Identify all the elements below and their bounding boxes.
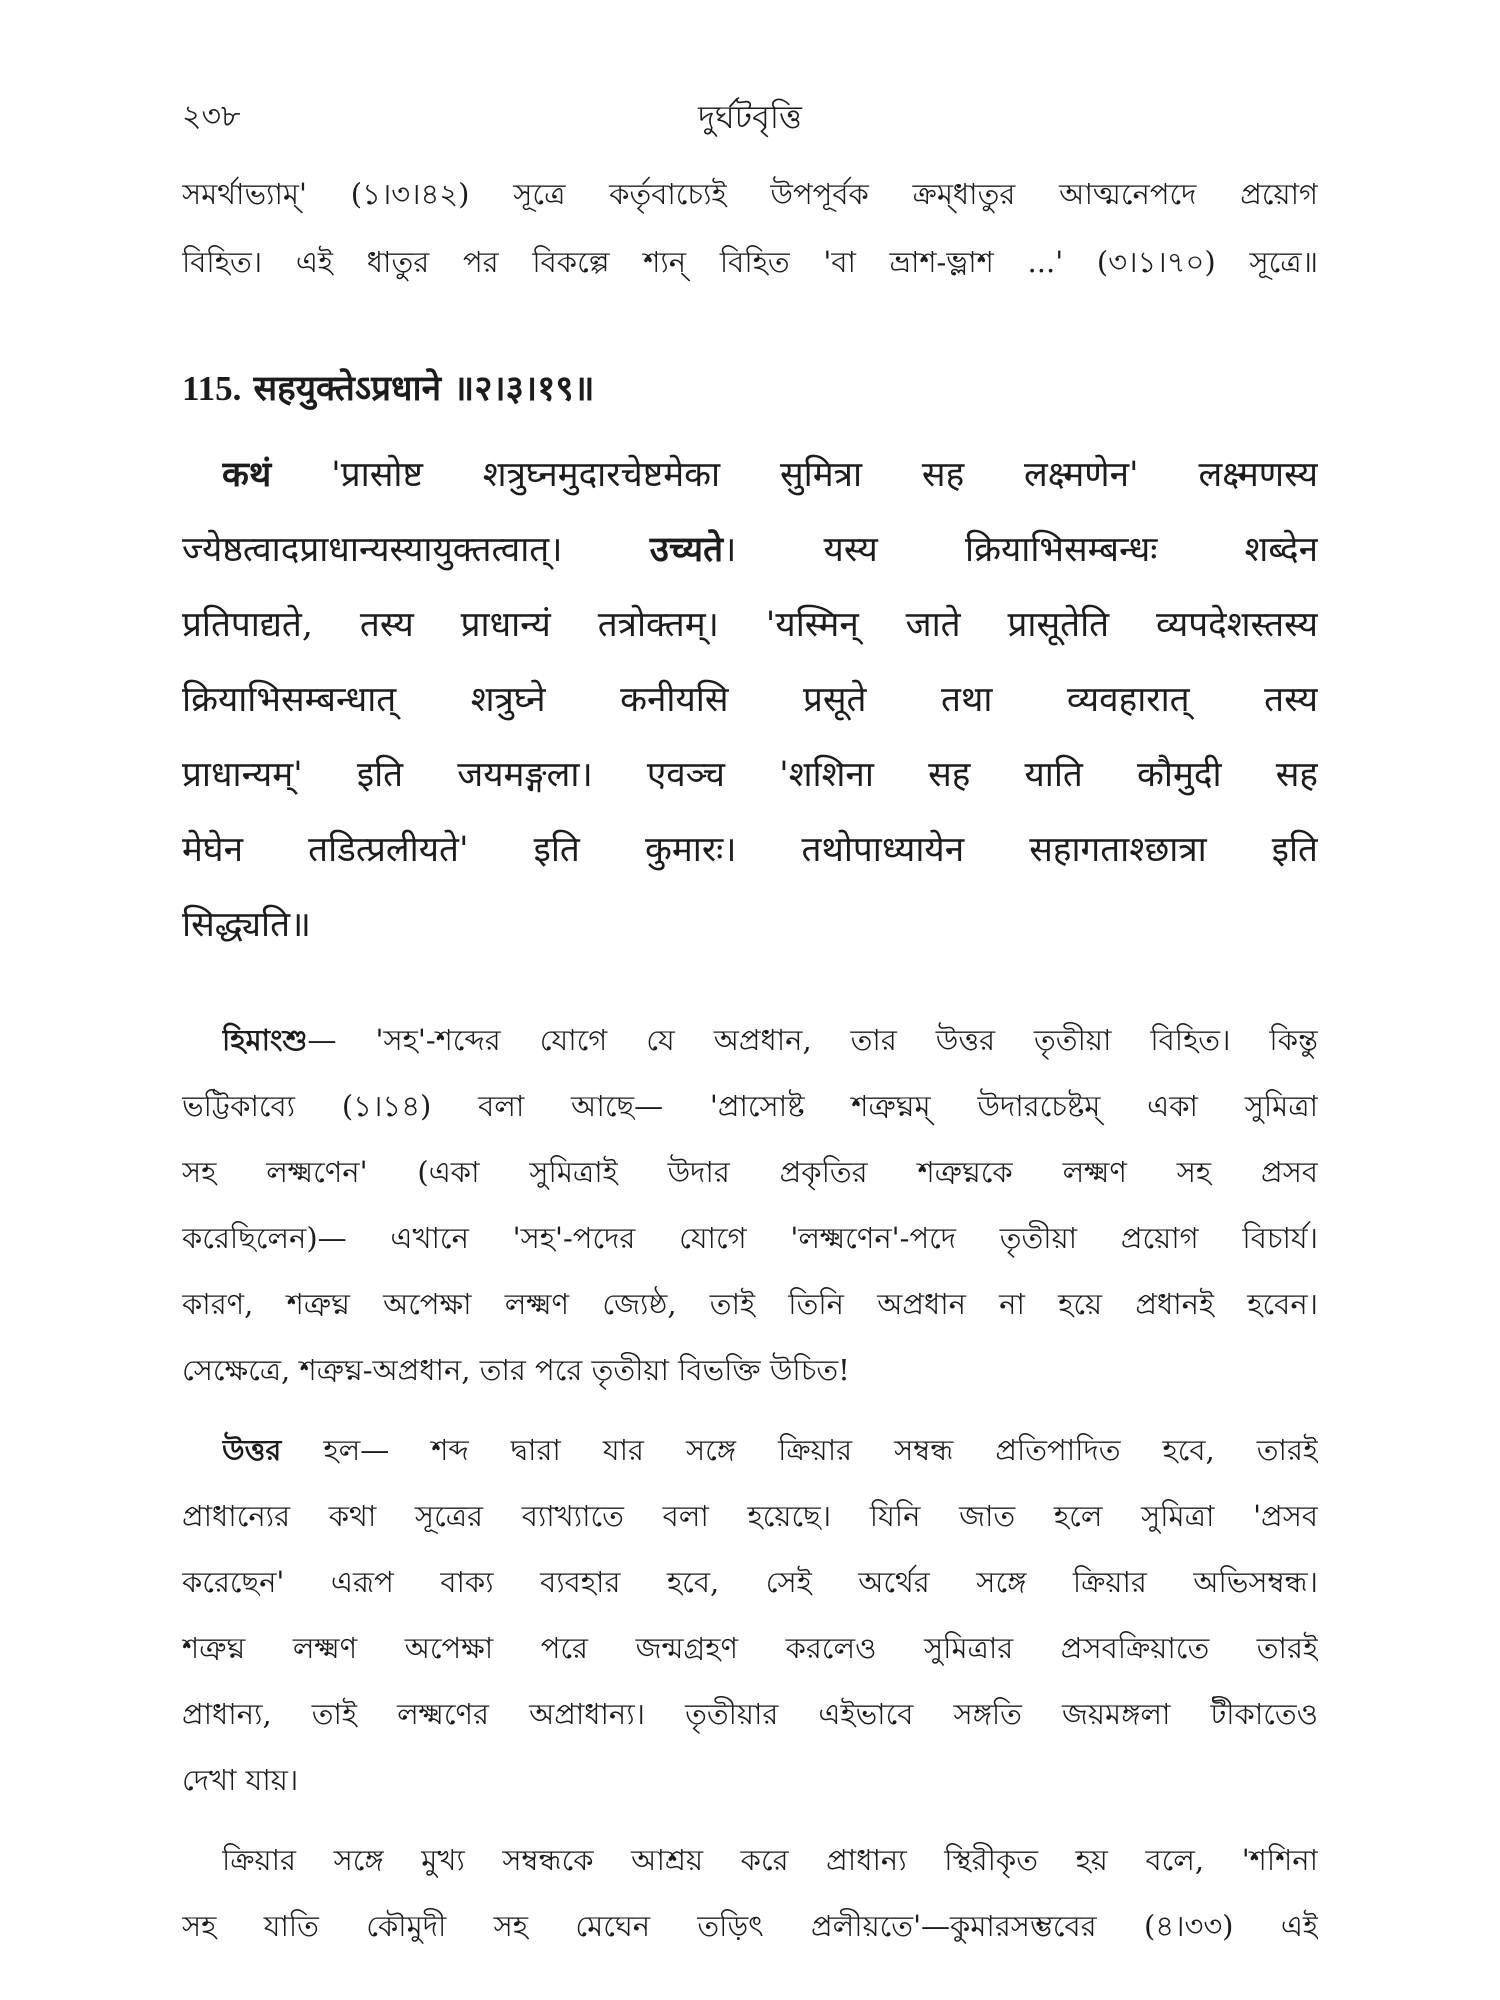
sanskrit-line: मेघेन तडित्प्रलीयते' इति कुमारः। तथोपाध्यायेन सहागताश्छात्रा इति [182,830,1318,870]
bengali-line [222,1018,1318,1067]
sutra-number: 115. [182,369,242,408]
text-line: সমর্থাভ্যাম্' (১।৩।৪২) সূত্রে কর্তৃবাচ্যেই উপপূর্বক ক্রম্‌ধাতুর আত্মনেপদে প্রয়োগ [182,177,1318,211]
bengali-line: সহ যাতি কৌমুদী সহ মেঘেন তড়িৎ প্রলীয়তে'—কুমারসম্ভবের (৪।৩৩) এই [182,1909,1318,1943]
bengali-line: করেছিলেন)— এখানে 'সহ'-পদের যোগে 'লক্ষ্মণেন'-পদে তৃতীয়া প্রয়োগ বিচার্য। [182,1221,1318,1255]
bengali-line: ভট্টিকাব্যে (১।১৪) বলা আছে— 'প্রাসোষ্ট শত্রুঘ্নম্ উদারচেষ্টম্ একা সুমিত্রা [182,1089,1318,1123]
sutra-text: सहयुक्तेऽप्रधाने ॥२।३।१९॥ [253,368,595,409]
line-lead-word: कथं [222,454,272,495]
sanskrit-line [222,450,1318,497]
sanskrit-line: प्राधान्यम्' इति जयमङ्गला। एवञ्च 'शशिना सह याति कौमुदी सह [182,755,1318,795]
sanskrit-line: प्रतिपाद्यते, तस्य प्राधान्यं तत्रोक्तम्। 'यस्मिन् जाते प्रासूतेति व्यपदेशस्तस्य [182,605,1318,645]
line-lead-word: হিমাংশু [222,1023,308,1057]
page-header [182,92,1318,142]
running-title: দুর্ঘটবৃত্তি [698,98,802,136]
bengali-line: সেক্ষেত্রে, শত্রুঘ্ন-অপ্রধান, তার পরে তৃতীয়া বিভক্তি উচিত! [182,1353,850,1387]
sutra-heading [182,364,595,411]
line-lead-word: उच्यते [649,529,724,570]
sanskrit-line: क्रियाभिसम्बन्धात् शत्रुघ्ने कनीयसि प्रसूते तथा व्यवहारात् तस्य [182,680,1318,720]
line-lead-word: উত্তর [222,1433,282,1467]
text-line: বিহিত। এই ধাতুর পর বিকল্পে শ্যন্ বিহিত 'বা ভ্রাশ-ভ্লাশ ...' (৩।১।৭০) সূত্রে॥ [182,245,1318,279]
bengali-line: প্রাধান্যের কথা সূত্রের ব্যাখ্যাতে বলা হয়েছে। যিনি জাত হলে সুমিত্রা 'প্রসব [182,1499,1318,1533]
sanskrit-line [182,525,1318,572]
page-number: ২৩৮ [182,99,241,134]
line-text: হল— শব্দ দ্বারা যার সঙ্গে ক্রিয়ার সম্বন্ধ প্রতিপাদিত হবে, তারই [281,1433,1318,1467]
bengali-line: শত্রুঘ্ন লক্ষ্মণ অপেক্ষা পরে জন্মগ্রহণ করলেও সুমিত্রার প্রসবক্রিয়াতে তারই [182,1631,1318,1665]
bengali-line: প্রাধান্য, তাই লক্ষ্মণের অপ্রাধান্য। তৃতীয়ার এইভাবে সঙ্গতি জয়মঙ্গলা টীকাতেও [182,1697,1318,1731]
line-text: । यस्य क्रियाभिसम्बन्धः शब्देन [723,530,1318,570]
line-text: — 'সহ'-শব্দের যোগে যে অপ্রধান, তার উত্তর তৃতীয়া বিহিত। কিন্তু [307,1023,1318,1057]
bengali-line: সহ লক্ষ্মণেন' (একা সুমিত্রাই উদার প্রকৃতির শত্রুঘ্নকে লক্ষ্মণ সহ প্রসব [182,1155,1318,1189]
sanskrit-line: सिद्ध्यति॥ [182,905,312,945]
line-text: ज्येष्ठत्वादप्राधान्यस्यायुक्तत्वात्। [182,530,650,570]
bengali-line [222,1428,1318,1477]
bengali-line: করেছেন' এরূপ বাক্য ব্যবহার হবে, সেই অর্থের সঙ্গে ক্রিয়ার অভিসম্বন্ধ। [182,1565,1318,1599]
bengali-line: কারণ, শত্রুঘ্ন অপেক্ষা লক্ষ্মণ জ্যেষ্ঠ, তাই তিনি অপ্রধান না হয়ে প্রধানই হবেন। [182,1287,1318,1321]
bengali-line: ক্রিয়ার সঙ্গে মুখ্য সম্বন্ধকে আশ্রয় করে প্রাধান্য স্থিরীকৃত হয় বলে, 'শশিনা [222,1843,1318,1877]
bengali-line: দেখা যায়। [182,1763,299,1797]
line-text: 'प्रासोष्ट शत्रुघ्नमुदारचेष्टमेका सुमित्रा सह लक्ष्मणेन' लक्ष्मणस्य [271,455,1318,495]
